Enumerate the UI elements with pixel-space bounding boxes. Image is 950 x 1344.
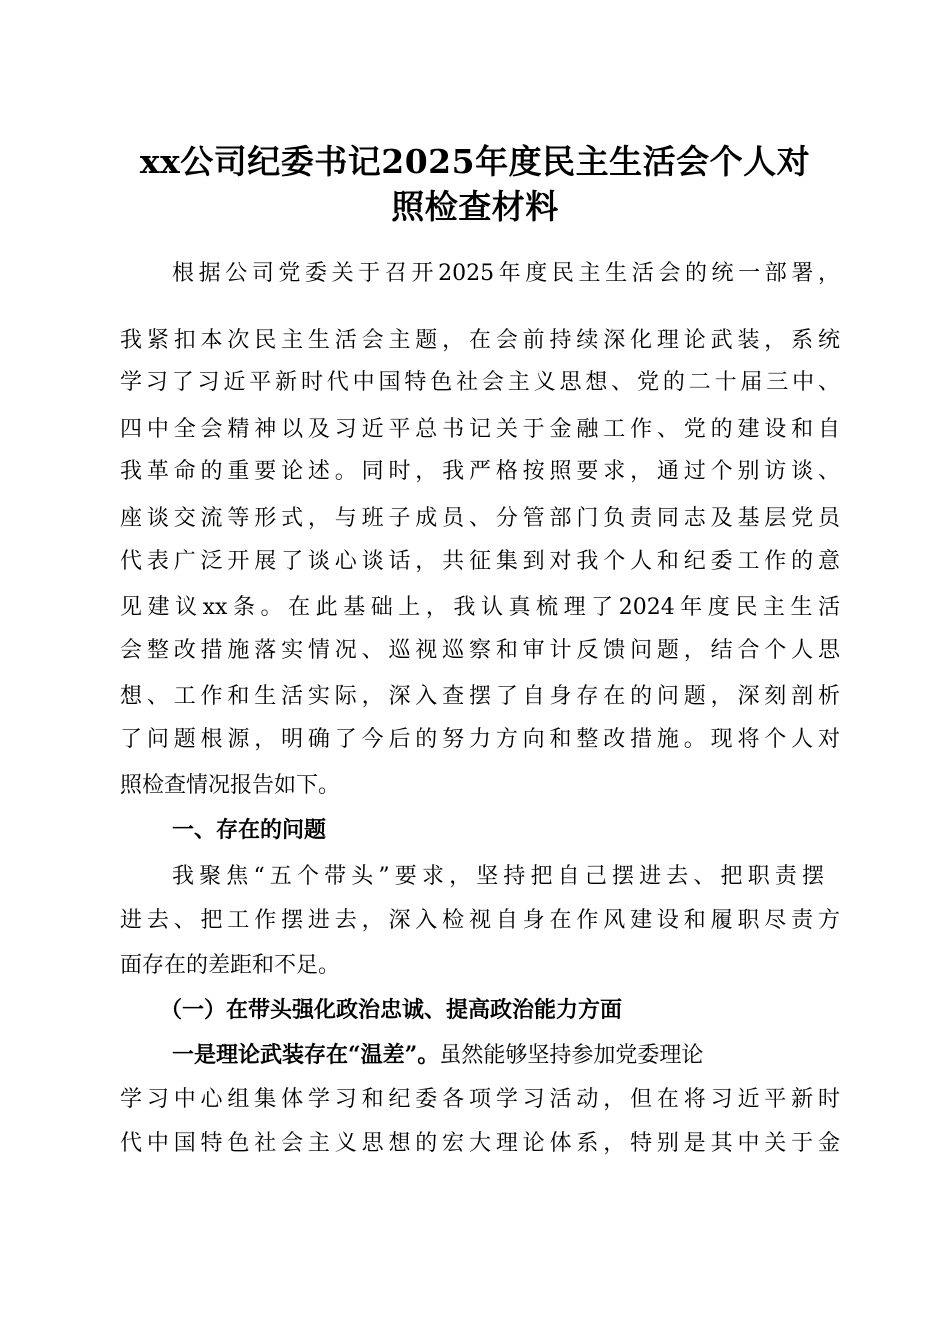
intro-line: 照检查情况报告如下。: [120, 773, 341, 798]
intro-line: 了问题根源，明确了今后的努力方向和整改措施。现将个人对: [120, 727, 840, 752]
point-text: 虽然能够坚持参加党委理论: [439, 1043, 704, 1068]
document-title-line-2: 照检查材料: [391, 187, 559, 226]
point-line: 学习中心组集体学习和纪委各项学习活动，但在将习近平新时: [120, 1087, 840, 1112]
point-line: 代中国特色社会主义思想的宏大理论体系，特别是其中关于金: [120, 1131, 840, 1156]
intro-line: 见建议xx条。在此基础上，我认真梳理了2024年度民主生活: [120, 595, 840, 620]
point-line: [172, 1034, 824, 1076]
intro-line: 我革命的重要论述。同时，我严格按照要求，通过个别访谈、: [120, 459, 840, 484]
section-line: 面存在的差距和不足。: [120, 953, 341, 978]
intro-line: 根据公司党委关于召开2025年度民主生活会的统一部署，: [172, 261, 840, 286]
subsection-heading: （一）在带头强化政治忠诚、提高政治能力方面: [160, 997, 623, 1023]
intro-line: 我紧扣本次民主生活会主题，在会前持续深化理论武装，系统: [120, 328, 840, 353]
intro-line: 想、工作和生活实际，深入查摆了自身存在的问题，深刻剖析: [120, 684, 840, 709]
intro-line: 学习了习近平新时代中国特色社会主义思想、党的二十届三中、: [120, 370, 840, 395]
intro-line: 会整改措施落实情况、巡视巡察和审计反馈问题，结合个人思: [120, 638, 840, 663]
document-title-line-1: xx公司纪委书记2025年度民主生活会个人对: [139, 142, 811, 181]
intro-line: 代表广泛开展了谈心谈话，共征集到对我个人和纪委工作的意: [120, 549, 840, 574]
point-lead: 一是理论武装存在“温差”。: [172, 1042, 440, 1068]
section-heading: 一、存在的问题: [172, 818, 327, 843]
intro-line: 座谈交流等形式，与班子成员、分管部门负责同志及基层党员: [120, 506, 840, 531]
section-line: 进去、把工作摆进去，深入检视自身在作风建设和履职尽责方: [120, 908, 840, 933]
section-line: 我聚焦“五个带头”要求，坚持把自己摆进去、把职责摆: [172, 864, 824, 889]
intro-line: 四中全会精神以及习近平总书记关于金融工作、党的建设和自: [120, 417, 840, 442]
